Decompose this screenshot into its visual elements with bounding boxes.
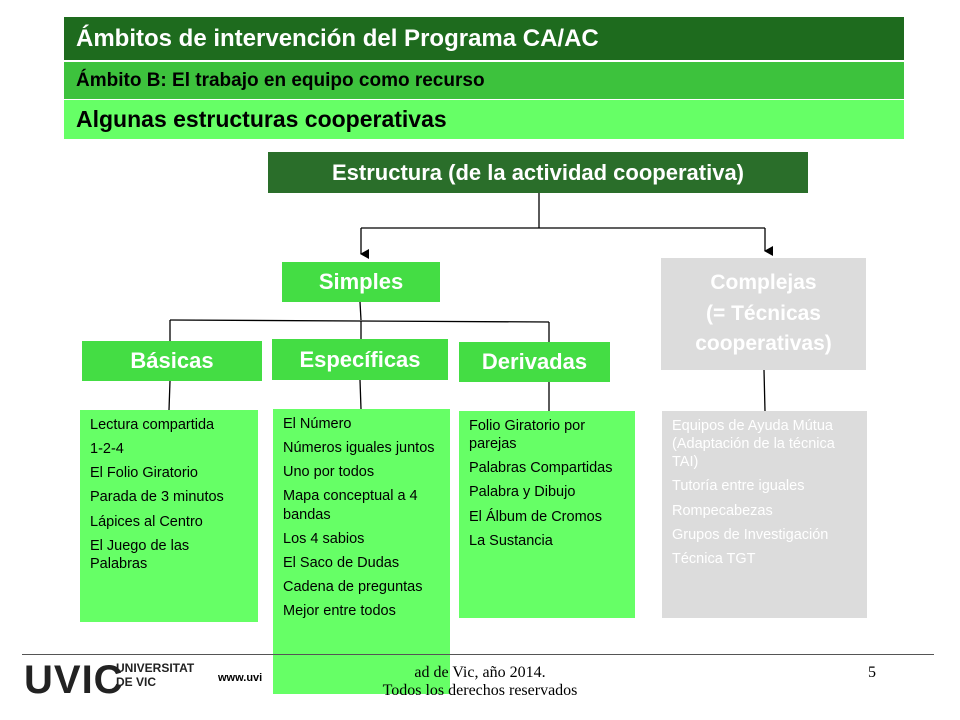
link-basicas-list xyxy=(169,381,170,410)
simples-stem xyxy=(360,302,361,320)
basicas-list xyxy=(80,410,258,622)
list-item: El Saco de Dudas xyxy=(283,554,400,571)
list-item: El Álbum de Cromos xyxy=(469,508,602,525)
copyright-notice xyxy=(300,664,660,701)
list-item: Folio Giratorio por parejas xyxy=(469,418,586,453)
slide-subtitle: Ámbito B: El trabajo en equipo como recurso xyxy=(64,62,904,99)
list-item: Números iguales juntos xyxy=(283,440,435,457)
list-item: El Folio Giratorio xyxy=(90,465,198,482)
derivadas-node: Derivadas xyxy=(459,342,610,382)
footer-divider xyxy=(22,654,934,655)
list-item: Palabras Compartidas xyxy=(469,460,613,477)
complejas-line2: (= Técnicas cooperativas) xyxy=(695,301,832,356)
list-item: El Juego de las Palabras xyxy=(90,537,190,572)
list-item: Parada de 3 minutos xyxy=(90,489,224,506)
list-item: La Sustancia xyxy=(469,532,553,549)
section-title: Algunas estructuras cooperativas xyxy=(64,100,904,139)
copyright-line2: Todos los derechos reservados xyxy=(382,682,578,700)
complejas-node xyxy=(661,258,866,370)
link-especificas-list xyxy=(360,380,361,409)
basicas-node: Básicas xyxy=(82,341,262,381)
list-item: 1-2-4 xyxy=(90,441,124,458)
simples-node: Simples xyxy=(282,262,440,302)
list-item: Grupos de Investigación xyxy=(672,526,829,543)
list-item: Cadena de preguntas xyxy=(283,578,423,595)
list-item: Uno por todos xyxy=(283,464,375,481)
especificas-list xyxy=(273,409,450,694)
list-item: Lectura compartida xyxy=(90,417,215,433)
root-node: Estructura (de la actividad cooperativa) xyxy=(268,152,808,193)
list-item: Mapa conceptual a 4 bandas xyxy=(283,488,418,523)
especificas-node: Específicas xyxy=(272,339,448,380)
logo-sub2: DE VIC xyxy=(116,675,157,690)
website-link[interactable]: www.uvi xyxy=(218,672,263,684)
list-item: Los 4 sabios xyxy=(283,530,365,547)
uvic-logo: UVIC xyxy=(24,658,124,702)
uvic-logo-subtitle xyxy=(116,661,194,690)
simples-branch xyxy=(170,320,549,322)
logo-sub1: UNIVERSITAT xyxy=(116,661,195,675)
list-item: Equipos de Ayuda Mútua (Adaptación de la técnica TAI) xyxy=(672,418,835,471)
list-item: Técnica TGT xyxy=(672,550,756,567)
copyright-line1: ad de Vic, año 2014. xyxy=(414,664,546,681)
list-item: Tutoría entre iguales xyxy=(672,478,805,495)
page-number: 5 xyxy=(868,664,876,681)
list-item: Mejor entre todos xyxy=(283,603,396,619)
list-item: Lápices al Centro xyxy=(90,513,203,530)
derivadas-list xyxy=(459,411,635,618)
complejas-list xyxy=(662,411,867,618)
link-complejas-list xyxy=(764,370,765,411)
list-item: Palabra y Dibujo xyxy=(469,484,576,501)
slide-title: Ámbitos de intervención del Programa CA/AC xyxy=(64,17,904,60)
complejas-line1: Complejas xyxy=(710,271,817,295)
list-item: El Número xyxy=(283,416,352,432)
list-item: Rompecabezas xyxy=(672,502,773,519)
